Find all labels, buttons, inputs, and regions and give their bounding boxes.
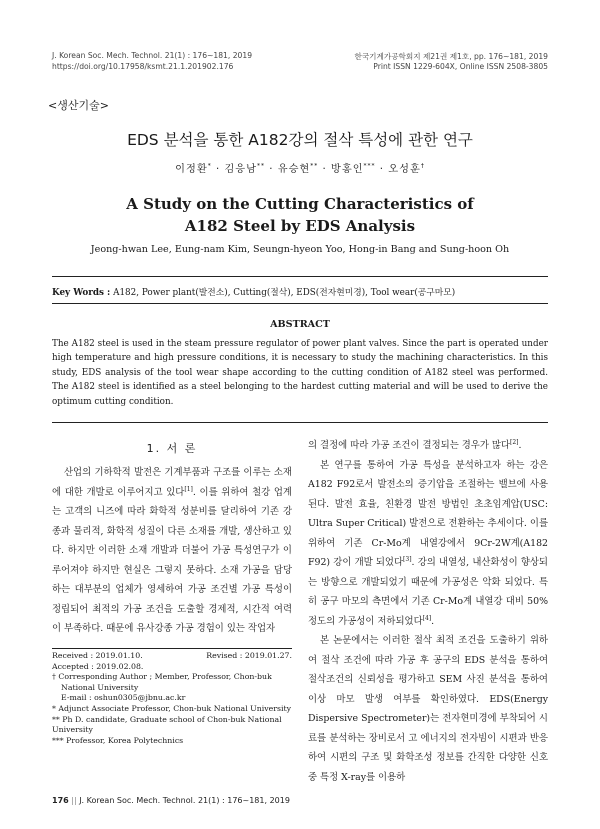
accepted-date: Accepted : 2019.02.08. — [52, 661, 144, 671]
intro-paragraph-1: 산업의 기하학적 발전은 기계부품과 구조를 이루는 소재에 대한 개발로 이루어지고 있다[1]. 이를 위하여 철강 업계는 고객의 니즈에 따라 화학적 성분비를 달리하여 기존 강종과 물리적, 화학적 성질이 다른 소재를 개발, 생산하고 있다. 하지만 이러한 소재 개발과 더불어 가공 특성연구가 이루어져야 하지만 현실은 그렇지 못하다. 소재 가공을 담당하는 대부분의 업체가 영세하여 가공 조건별 가공 특성이 정립되어 최적의 가공 조건을 도출할 경제적, 시간적 여력이 부족하다. 때문에 유사강종 가공 경험이 있는 작업자 — [52, 467, 292, 634]
right-paragraph-1: 본 연구를 통하여 가공 특성을 분석하고자 하는 강은 A182 F92로서 발전소의 증기압을 조절하는 밸브에 사용된다. 발전 효율, 친환경 발전 방법인 초초임계압(USC: Ultra Super Critical) 발전으로 전환하는 추세이다. 이를 위하여 기존 Cr-Mo계 내열강에서 9Cr-2W계(A182 F92) 강이 개발 되었다[3]. 강의 내열성, 내산화성이 향상되는 방향으로 개발되었기 때문에 가공성은 악화 되었다. 특히 공구 마모의 측면에서 기존 Cr-Mo계 내열강 대비 50% 정도의 가공성이 저하되었다[4]. — [308, 459, 548, 627]
footnote-rule — [52, 648, 292, 649]
header-doi: https://doi.org/10.17958/ksmt.21.1.201902.176 — [52, 62, 234, 71]
keywords: Key Words : A182, Power plant(발전소), Cutting(절삭), EDS(전자현미경), Tool wear(공구마모) — [52, 288, 456, 298]
header-journal-korean: 한국기계가공학회지 제21권 제1호, pp. 176~181, 2019 — [354, 52, 548, 61]
author-4: 방홍인 — [331, 164, 364, 175]
section-1-heading: 1. 서 론 — [146, 442, 198, 455]
keywords-bottom-rule — [52, 303, 548, 304]
section-tag: <생산기술> — [48, 99, 109, 112]
left-column-body — [52, 463, 292, 639]
corresponding-author: † Corresponding Author ; Member, Professor, Chon-buk National University — [52, 672, 272, 692]
abstract-bottom-rule — [52, 422, 548, 423]
english-authors: Jeong-hwan Lee, Eung-nam Kim, Seungn-hyeon Yoo, Hong-in Bang and Sung-hoon Oh — [90, 244, 510, 255]
english-title: A Study on the Cutting Characteristics of A182 Steel by EDS Analysis — [126, 195, 474, 235]
author-2: 김응남 — [224, 164, 257, 175]
received-date: Received : 2019.01.10. — [52, 651, 143, 660]
right-column-body — [308, 436, 548, 787]
right-paragraph-2: 본 논문에서는 이러한 절삭 최적 조건을 도출하기 위하여 절삭 조건에 따라 가공 후 공구의 EDS 분석을 통하여 절삭조건의 신뢰성을 평가하고 SEM 사진 분석을 통하여 이상 마모 발생 여부를 확인하였다. EDS(Energy Dispersive Spectrometer)는 전자현미경에 부착되어 시료를 분석하는 장비로서 고 에너지의 전자빔이 시편과 반응하여 시편의 구조 및 화학조성 정보를 간직한 다양한 신호 중 특정 X-ray를 이용하 — [308, 635, 548, 783]
footnote-3: *** Professor, Korea Polytechnics — [52, 735, 184, 745]
footnote-2: ** Ph D. candidate, Graduate school of Chon-buk National University — [52, 714, 282, 735]
author-1: 이정환 — [175, 164, 208, 175]
header-issn: Print ISSN 1229-604X, Online ISSN 2508-3805 — [373, 62, 548, 71]
author-3: 유승현 — [277, 164, 311, 175]
keywords-top-rule — [52, 276, 548, 277]
header-citation: J. Korean Soc. Mech. Technol. 21(1) : 176~181, 2019 — [52, 51, 253, 60]
footnotes — [52, 651, 292, 746]
right-paragraph-0: 의 결정에 따라 가공 조건이 결정되는 경우가 많다[2]. — [308, 438, 522, 451]
page-number: 176 — [52, 796, 69, 805]
author-5: 오성훈 — [388, 164, 421, 175]
korean-title: EDS 분석을 통한 A182강의 절삭 특성에 관한 연구 — [127, 131, 473, 149]
revised-date: Revised : 2019.01.27. — [206, 651, 292, 660]
page-footer: 176 || J. Korean Soc. Mech. Technol. 21(1) : 176~181, 2019 — [52, 796, 290, 805]
footnote-1: * Adjunct Associate Professor, Chon-buk National University — [52, 703, 292, 713]
abstract-title: ABSTRACT — [270, 319, 330, 330]
korean-authors: 이정환* · 김응남** · 유승현** · 방홍인*** · 오성훈† — [175, 162, 425, 175]
email: E-mail : oshun0305@jbnu.ac.kr — [61, 693, 186, 703]
abstract-body: The A182 steel is used in the steam pressure regulator of power plant valves. Since the part is operated under high temperature and high pressure conditions, it is necessary to study the machining characteristics. In this study, EDS analysis of the tool wear shape according to the cutting condition of A182 steel was performed. The A182 steel is identified as a steel belonging to the hardest cutting material and will be used to derive the optimum cutting condition. — [52, 339, 548, 407]
